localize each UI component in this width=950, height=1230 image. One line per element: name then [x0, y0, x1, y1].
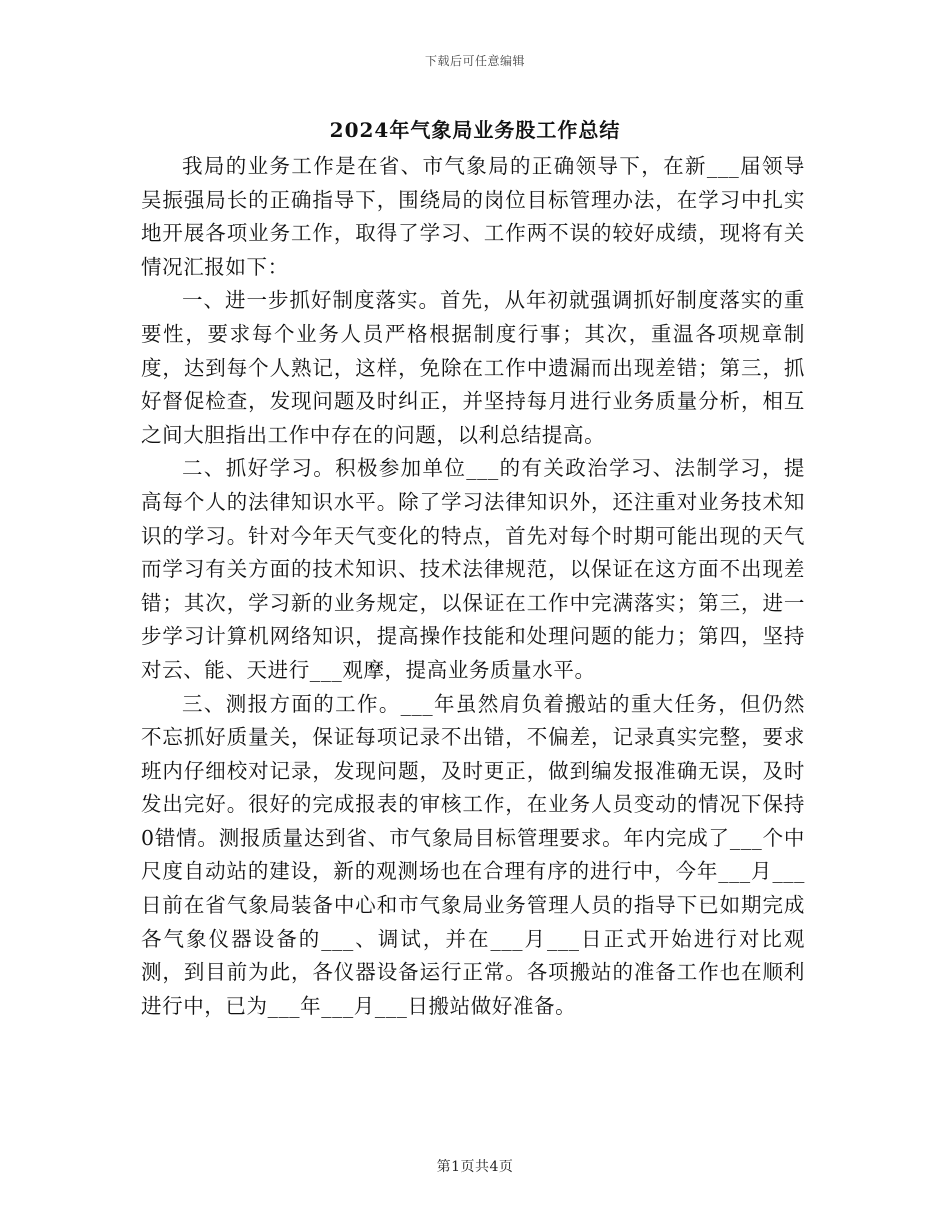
page-indicator: 第1页共4页: [436, 1159, 514, 1175]
header-note: 下载后可任意编辑: [424, 54, 525, 68]
document-title: 2024年气象局业务股工作总结: [329, 118, 621, 142]
paragraph-observation-work: 三、测报方面的工作。___年虽然肩负着搬站的重大任务，但仍然不忘抓好质量关，保证每项记录不出错，不偏差，记录真实完整，要求班内仔细校对记录，发现问题，及时更正，做到编发报准确无误，及时发出完好。很好的完成报表的审核工作，在业务人员变动的情况下保持0错情。测报质量达到省、市气象局目标管理要求。年内完成了___个中尺度自动站的建设，新的观测场也在合理有序的进行中，今年___月___日前在省气象局装备中心和市气象局业务管理人员的指导下已如期完成各气象仪器设备的___、调试，并在___月___日正式开始进行对比观测，到目前为此，各仪器设备运行正常。各项搬站的准备工作也在顺利进行中，已为___年___月___日搬站做好准备。: [141, 691, 805, 1018]
paragraph-system-implementation: 一、进一步抓好制度落实。首先，从年初就强调抓好制度落实的重要性，要求每个业务人员严格根据制度行事；其次，重温各项规章制度，达到每个人熟记，这样，免除在工作中遗漏而出现差错；第三，抓好督促检查，发现问题及时纠正，并坚持每月进行业务质量分析，相互之间大胆指出工作中存在的问题，以利总结提高。: [141, 288, 805, 447]
document-body: [141, 150, 805, 1023]
paragraph-intro: 我局的业务工作是在省、市气象局的正确领导下，在新___届领导吴振强局长的正确指导下，围绕局的岗位目标管理办法，在学习中扎实地开展各项业务工作，取得了学习、工作两不误的较好成绩，现将有关情况汇报如下：: [141, 154, 805, 279]
paragraph-study: 二、抓好学习。积极参加单位___的有关政治学习、法制学习，提高每个人的法律知识水平。除了学习法律知识外，还注重对业务技术知识的学习。针对今年天气变化的特点，首先对每个时期可能出现的天气而学习有关方面的技术知识、技术法律规范，以保证在这方面不出现差错；其次，学习新的业务规定，以保证在工作中完满落实；第三，进一步学习计算机网络知识，提高操作技能和处理问题的能力；第四，坚持对云、能、天进行___观摩，提高业务质量水平。: [141, 456, 805, 682]
